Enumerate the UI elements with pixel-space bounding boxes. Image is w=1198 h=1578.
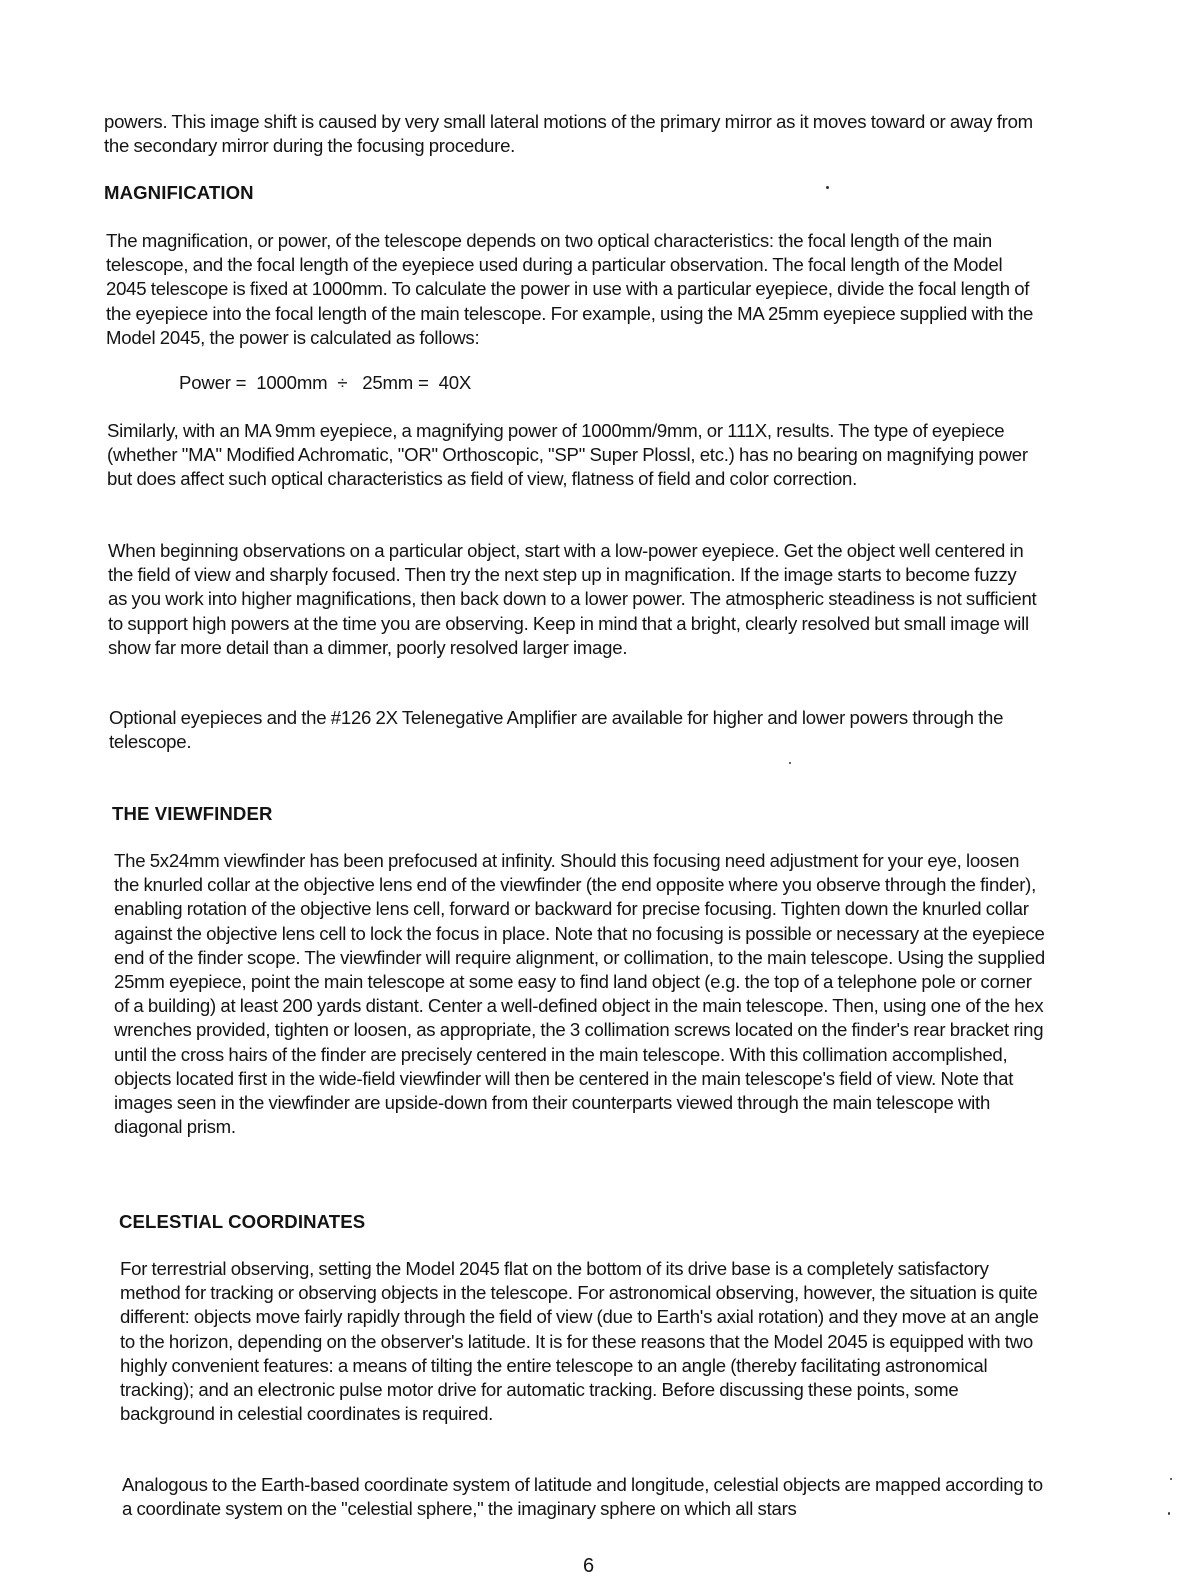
paragraph-focus-image-shift: powers. This image shift is caused by very small lateral motions of the primary mirror as it moves toward or away from the secondary mirror during the focusing procedure.: [104, 111, 1033, 157]
paragraph-viewfinder: The 5x24mm viewfinder has been prefocused at infinity. Should this focusing need adjustment for your eye, loosen the knurled collar at the objective lens end of the viewfinder (the end opposite where you observe through the finder), enabling rotation of the objective lens cell, forward or backward for precise focusing. Tighten down the knurled collar against the objective lens cell to lock the focus in place. Note that no focusing is possible or necessary at the eyepiece end of the finder scope. The viewfinder will require alignment, or collimation, to the main telescope. Using the supplied 25mm eyepiece, point the main telescope at some easy to find land object (e.g. the top of a telephone pole or corner of a building) at least 200 yards distant. Center a well-defined object in the main telescope. Then, using one of the hex wrenches provided, tighten or loosen, as appropriate, the 3 collimation screws located on the finder's rear bracket ring until the cross hairs of the finder are precisely centered in the main telescope. With this collimation accomplished, objects located first in the wide-field viewfinder will then be centered in the main telescope's field of view. Note that images seen in the viewfinder are upside-down from their counterparts viewed through the main telescope with diagonal prism.: [114, 850, 1045, 1138]
power-formula: Power = 1000mm ÷ 25mm = 40X: [179, 372, 472, 393]
paragraph-celestial-intro: For terrestrial observing, setting the Model 2045 flat on the bottom of its drive base is a completely satisfactory method for tracking or observing objects in the telescope. For astronomical observing, however, the situation is quite different: objects move fairly rapidly through the field of view (due to Earth's axial rotation) and they move at an angle to the horizon, depending on the observer's latitude. It is for these reasons that the Model 2045 is equipped with two highly convenient features: a means of tilting the entire telescope to an angle (thereby facilitating astronomical tracking); and an electronic pulse motor drive for automatic tracking. Before discussing these points, some background in celestial coordinates is required.: [120, 1258, 1039, 1425]
scan-speck: [826, 186, 829, 189]
paragraph-magnification-example: Similarly, with an MA 9mm eyepiece, a magnifying power of 1000mm/9mm, or 111X, results. The type of eyepiece (whether "MA" Modified Achromatic, "OR" Orthoscopic, "SP" Super Plossl, etc.) has no bearing on magnifying power but does affect such optical characteristics as field of view, flatness of field and color correction.: [107, 420, 1028, 490]
scan-speck: [789, 762, 791, 764]
scan-speck: [1170, 1478, 1172, 1480]
heading-magnification: MAGNIFICATION: [104, 182, 254, 203]
paragraph-celestial-sphere: Analogous to the Earth-based coordinate system of latitude and longitude, celestial objects are mapped according to a coordinate system on the "celestial sphere," the imaginary sphere on which all stars: [122, 1474, 1043, 1520]
paragraph-optional-eyepieces: Optional eyepieces and the #126 2X Telenegative Amplifier are available for higher and lower powers through the telescope.: [109, 707, 1004, 753]
heading-celestial-coordinates: CELESTIAL COORDINATES: [119, 1211, 366, 1232]
paragraph-observing-tips: When beginning observations on a particular object, start with a low-power eyepiece. Get the object well centered in the field of view and sharply focused. Then try the next step up in magnification. If the image starts to become fuzzy as you work into higher magnifications, then back down to a lower power. The atmospheric steadiness is not sufficient to support high powers at the time you are observing. Keep in mind that a bright, clearly resolved but small image will show far more detail than a dimmer, poorly resolved larger image.: [108, 540, 1037, 658]
page-number: 6: [583, 1555, 595, 1577]
scan-speck: [1168, 1512, 1170, 1515]
heading-viewfinder: THE VIEWFINDER: [112, 803, 273, 824]
paragraph-magnification-intro: The magnification, or power, of the telescope depends on two optical characteristics: the focal length of the main telescope, and the focal length of the eyepiece used during a particular observation. The focal length of the Model 2045 telescope is fixed at 1000mm. To calculate the power in use with a particular eyepiece, divide the focal length of the eyepiece into the focal length of the main telescope. For example, using the MA 25mm eyepiece supplied with the Model 2045, the power is calculated as follows:: [106, 230, 1034, 348]
